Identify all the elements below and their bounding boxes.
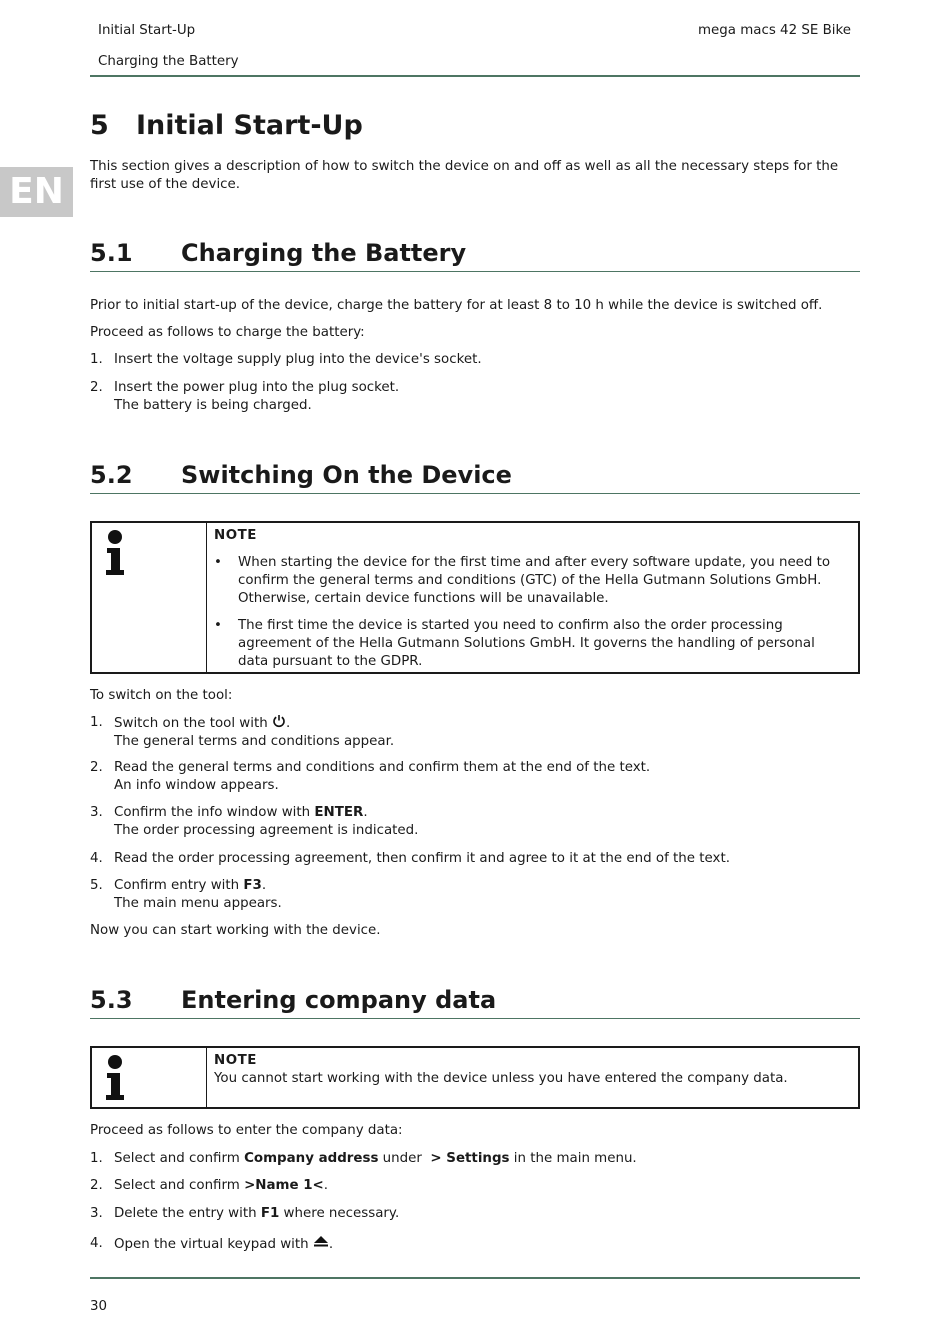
list-number: 2. xyxy=(90,760,103,775)
list-number: 2. xyxy=(90,1178,103,1193)
s51-paragraph-1: Prior to initial start-up of the device, charge the battery for at least 8 to 10 h while the device is switched off. xyxy=(90,298,823,313)
step-text-end: . xyxy=(261,878,267,893)
list-number: 4. xyxy=(90,1236,103,1251)
step-text: Confirm entry with xyxy=(114,878,244,893)
list-number: 3. xyxy=(90,805,103,820)
section-title: Switching On the Device xyxy=(181,461,512,489)
s52-outro: Now you can start working with the device. xyxy=(90,923,381,938)
list-text xyxy=(114,877,854,913)
step-text: Read the general terms and conditions and confirm them at the end of the text. xyxy=(114,760,651,775)
section-number: 5.3 xyxy=(90,986,133,1014)
step-text: Insert the power plug into the plug socket. xyxy=(114,380,400,395)
step-text: Delete the entry with xyxy=(114,1206,261,1221)
list-text xyxy=(114,714,854,751)
step-text-end: . xyxy=(328,1237,334,1252)
list-text: Insert the voltage supply plug into the device's socket. xyxy=(114,352,482,367)
list-number: 3. xyxy=(90,1206,103,1221)
step-text: Open the virtual keypad with xyxy=(114,1237,313,1252)
note-title: NOTE xyxy=(214,1053,257,1068)
list-text xyxy=(114,804,854,840)
list-text: Read the order processing agreement, then confirm it and agree to it at the end of the text. xyxy=(114,851,730,866)
s52-intro: To switch on the tool: xyxy=(90,688,233,703)
step-text-end: where necessary. xyxy=(279,1206,400,1221)
list-text xyxy=(114,1150,854,1168)
note-icon-cell xyxy=(92,523,207,672)
step-text-end: in the main menu. xyxy=(509,1151,637,1166)
s51-paragraph-2: Proceed as follows to charge the battery: xyxy=(90,325,365,340)
key-label: Company address xyxy=(244,1151,379,1166)
chapter-title: Initial Start-Up xyxy=(136,110,363,141)
chapter-number: 5 xyxy=(90,110,109,141)
note-bullet xyxy=(214,554,842,608)
step-text-end: . xyxy=(285,716,291,731)
list-number: 2. xyxy=(90,380,103,395)
page-number: 30 xyxy=(90,1299,108,1314)
s53-intro: Proceed as follows to enter the company data: xyxy=(90,1123,403,1138)
list-number: 1. xyxy=(90,715,103,730)
section-5-3-heading xyxy=(90,984,860,1019)
info-icon xyxy=(102,529,132,577)
eject-keypad-icon xyxy=(313,1235,329,1247)
step-result: The main menu appears. xyxy=(114,896,282,911)
note-title: NOTE xyxy=(214,528,257,543)
section-number: 5.2 xyxy=(90,461,133,489)
note-body xyxy=(214,527,842,671)
note-bullet xyxy=(214,617,842,671)
list-text xyxy=(114,759,854,795)
section-number: 5.1 xyxy=(90,239,133,267)
note-bullet-text: When starting the device for the first time and after every software update, you need to confirm the general terms and conditions (GTC) of the Hella Gutmann Solutions GmbH. Otherwise, certain device functions will be unavailable. xyxy=(238,555,831,606)
header-rule xyxy=(90,75,860,77)
note-box xyxy=(90,521,860,674)
step-text: Select and confirm xyxy=(114,1151,245,1166)
header-chapter: Initial Start-Up xyxy=(98,23,196,38)
key-label: F3 xyxy=(243,878,262,893)
step-text: under xyxy=(378,1151,431,1166)
key-label: >Name 1< xyxy=(244,1178,324,1193)
header-product: mega macs 42 SE Bike xyxy=(697,23,851,38)
list-text xyxy=(114,1205,854,1223)
key-label: ENTER xyxy=(314,805,364,820)
step-result: The general terms and conditions appear. xyxy=(114,734,395,749)
section-5-1-heading xyxy=(90,237,860,272)
note-body xyxy=(214,1052,842,1088)
list-text xyxy=(114,1235,854,1254)
step-text: Confirm the info window with xyxy=(114,805,315,820)
key-label: F1 xyxy=(260,1206,280,1221)
step-result: The battery is being charged. xyxy=(114,398,312,413)
note-icon-cell xyxy=(92,1048,207,1107)
bullet-dot: • xyxy=(214,618,222,633)
step-text: Select and confirm xyxy=(114,1178,245,1193)
note-text: You cannot start working with the device unless you have entered the company data. xyxy=(214,1071,788,1086)
list-number: 1. xyxy=(90,1151,103,1166)
section-title: Entering company data xyxy=(181,986,497,1014)
section-title: Charging the Battery xyxy=(181,239,467,267)
step-text-end: . xyxy=(323,1178,329,1193)
bullet-dot: • xyxy=(214,555,222,570)
list-text xyxy=(114,379,854,415)
list-number: 4. xyxy=(90,851,103,866)
footer-rule xyxy=(90,1277,860,1279)
note-bullet-text: The first time the device is started you need to confirm also the order processing agreement of the Hella Gutmann Solutions GmbH. It governs the handling of personal data pursuant to the GDPR. xyxy=(238,618,815,669)
info-icon xyxy=(102,1054,132,1102)
step-result: The order processing agreement is indicated. xyxy=(114,823,419,838)
step-result: An info window appears. xyxy=(114,778,279,793)
key-label: > Settings xyxy=(430,1151,510,1166)
power-icon xyxy=(272,714,286,728)
chapter-intro: This section gives a description of how to switch the device on and off as well as all the necessary steps for the first use of the device. xyxy=(90,159,839,192)
chapter-heading xyxy=(90,106,363,146)
step-text: Switch on the tool with xyxy=(114,716,272,731)
section-5-2-heading xyxy=(90,459,860,494)
list-number: 1. xyxy=(90,352,103,367)
note-box xyxy=(90,1046,860,1109)
list-number: 5. xyxy=(90,878,103,893)
step-text-end: . xyxy=(363,805,368,820)
header-section: Charging the Battery xyxy=(98,54,239,69)
list-text xyxy=(114,1177,854,1195)
language-tab: EN xyxy=(0,167,73,217)
